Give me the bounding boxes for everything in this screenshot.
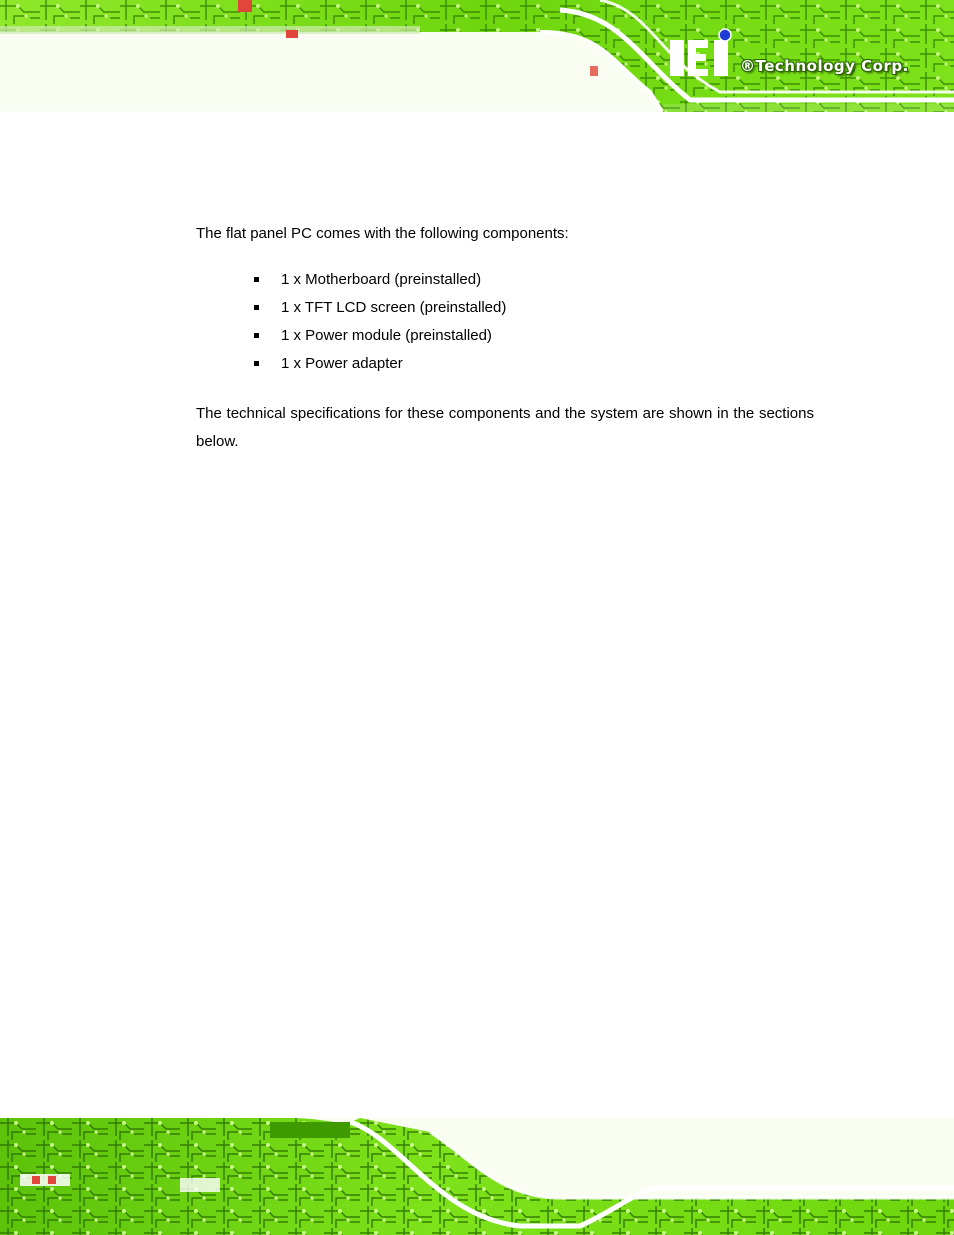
square-bullet-icon	[254, 305, 259, 310]
list-item	[196, 298, 506, 326]
square-bullet-icon	[254, 361, 259, 366]
list-item-text: 1 x TFT LCD screen (preinstalled)	[281, 299, 507, 316]
square-bullet-icon	[254, 333, 259, 338]
list-item-text: 1 x Power module (preinstalled)	[281, 327, 492, 344]
specifications-paragraph: The technical specifications for these components and the system are shown in the sections below.	[196, 405, 814, 450]
list-item	[196, 326, 506, 354]
list-item	[196, 354, 506, 382]
square-bullet-icon	[254, 277, 259, 282]
list-item-text: 1 x Motherboard (preinstalled)	[281, 271, 482, 288]
list-item	[196, 270, 506, 298]
logo-tagline: ®Technology Corp.	[740, 57, 909, 75]
footer-circuit-banner	[0, 1118, 954, 1235]
intro-paragraph: The flat panel PC comes with the following components:	[196, 225, 569, 242]
component-list	[196, 270, 506, 382]
list-item-text: 1 x Power adapter	[281, 355, 403, 372]
